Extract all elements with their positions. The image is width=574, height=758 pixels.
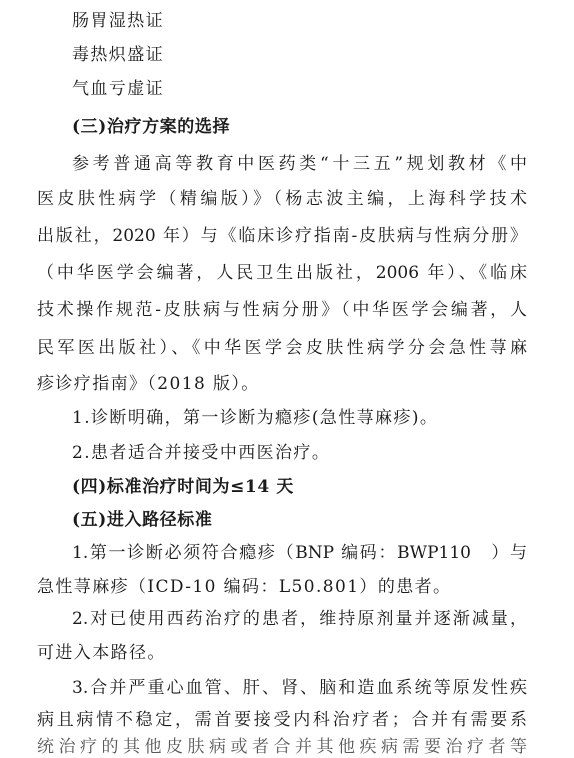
section-3-heading: (三)治疗方案的选择 (72, 117, 231, 137)
syndrome-item: 肠胃湿热证 (72, 11, 164, 31)
paragraph-line: （中华医学会编著，人民卫生出版社，2006 年）、《临床 (37, 263, 527, 283)
page-bottom-clip (0, 736, 574, 757)
paragraph-line: 出版社，2020 年）与《临床诊疗指南-皮肤病与性病分册》 (37, 226, 527, 246)
list-item: 3.合并严重心血管、肝、肾、脑和造血系统等原发性疾 (72, 678, 527, 698)
paragraph-line: 参考普通高等教育中医药类“十三五”规划教材《中 (72, 154, 527, 174)
paragraph-line: 医皮肤性病学（精编版）》（杨志波主编，上海科学技术 (37, 189, 527, 209)
section-5-heading: (五)进入路径标准 (72, 510, 213, 530)
list-item: 急性荨麻疹（ICD-10 编码：L50.801）的患者。 (37, 577, 452, 597)
syndrome-item: 毒热炽盛证 (72, 45, 164, 65)
list-item: 2.对已使用西药治疗的患者，维持原剂量并逐渐减量， (72, 609, 527, 629)
list-item: 1.第一诊断必须符合瘾疹（BNP 编码：BWP110 ）与 (72, 543, 527, 563)
list-item: 统治疗的其他皮肤病或者合并其他疾病需要治疗者等 (37, 737, 527, 757)
section-4-heading: (四)标准治疗时间为≤14 天 (72, 477, 294, 497)
paragraph-line: 疹诊疗指南》（2018 版）。 (37, 374, 260, 394)
paragraph-line: 民军医出版社）、《中华医学会皮肤性病学分会急性荨麻 (37, 338, 527, 358)
list-item: 2.患者适合并接受中西医治疗。 (72, 443, 331, 463)
list-item: 病且病情不稳定，需首要接受内科治疗者；合并有需要系 (37, 710, 527, 730)
list-item: 可进入本路径。 (37, 643, 166, 663)
list-item: 1.诊断明确，第一诊断为瘾疹(急性荨麻疹)。 (72, 408, 439, 428)
syndrome-item: 气血亏虚证 (72, 79, 164, 99)
paragraph-line: 技术操作规范-皮肤病与性病分册》（中华医学会编著，人 (37, 300, 527, 320)
